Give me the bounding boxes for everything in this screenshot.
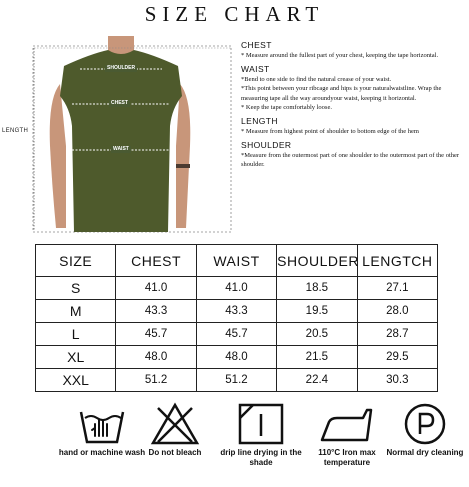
no-bleach-icon	[150, 402, 200, 446]
table-cell: 19.5	[277, 300, 357, 323]
table-cell: L	[36, 323, 116, 346]
waist-text-2: *This point between your ribcage and hips is your naturalwaistline. Wrap the measuring tape all the way aroundyour waist, keeping it horizontal.	[241, 85, 442, 102]
drip-dry-shade-icon	[236, 402, 286, 446]
size-table	[35, 244, 438, 392]
tank-shirt	[60, 50, 182, 232]
dry-clean-icon	[400, 402, 450, 446]
header-size: SIZE	[36, 245, 116, 277]
shoulder-heading: SHOULDER	[241, 139, 292, 150]
table-cell: 18.5	[277, 277, 357, 300]
care-iron	[302, 402, 392, 468]
table-row	[36, 300, 438, 323]
table-cell: 28.0	[357, 300, 437, 323]
care-dry-clean	[380, 402, 469, 458]
waist-label: WAIST	[113, 146, 129, 152]
waist-description	[241, 64, 466, 113]
measurement-descriptions	[241, 40, 466, 173]
length-heading: LENGTH	[241, 115, 278, 126]
header-length: LENGTCH	[357, 245, 437, 277]
chest-heading: CHEST	[241, 40, 272, 50]
table-cell: 43.3	[116, 300, 196, 323]
table-cell: 41.0	[196, 277, 276, 300]
care-label: hand or machine wash	[58, 448, 146, 457]
length-text: * Measure from highest point of shoulder to bottom edge of the hem	[241, 127, 419, 135]
table-cell: 27.1	[357, 277, 437, 300]
care-drip-dry	[216, 402, 306, 468]
care-label: 110°C Iron max temperature	[318, 448, 376, 467]
header-waist: WAIST	[196, 245, 276, 277]
table-cell: 29.5	[357, 346, 437, 369]
table-cell: 28.7	[357, 323, 437, 346]
model-figure	[0, 36, 240, 242]
hand-wash-icon	[77, 402, 127, 446]
table-cell: 48.0	[116, 346, 196, 369]
table-cell: 51.2	[196, 369, 276, 392]
table-cell: 20.5	[277, 323, 357, 346]
table-cell: XL	[36, 346, 116, 369]
table-cell: 30.3	[357, 369, 437, 392]
header-shoulder: SHOULDER	[277, 245, 357, 277]
chest-text: * Measure around the fullest part of your chest, keeping the tape horizontal.	[241, 52, 439, 59]
table-cell: 21.5	[277, 346, 357, 369]
table-cell: 45.7	[116, 323, 196, 346]
table-row	[36, 323, 438, 346]
length-description	[241, 116, 466, 137]
chest-label: CHEST	[111, 100, 128, 106]
table-cell: S	[36, 277, 116, 300]
care-label: Normal dry cleaning	[386, 448, 464, 457]
chest-description	[241, 40, 466, 61]
length-label: LENGTH	[2, 128, 29, 134]
table-cell: 22.4	[277, 369, 357, 392]
table-cell: M	[36, 300, 116, 323]
table-header-row	[36, 245, 438, 277]
table-row	[36, 277, 438, 300]
table-cell: 45.7	[196, 323, 276, 346]
table-cell: 48.0	[196, 346, 276, 369]
page-title: SIZE CHART	[144, 2, 325, 26]
waist-text-1: *Bend to one side to find the natural crease of your waist.	[241, 75, 392, 83]
care-label: drip line drying in the shade	[220, 448, 302, 467]
table-cell: 51.2	[116, 369, 196, 392]
table-cell: XXL	[36, 369, 116, 392]
shoulder-label: SHOULDER	[107, 65, 136, 71]
table-cell: 41.0	[116, 277, 196, 300]
table-row	[36, 346, 438, 369]
iron-110-icon	[319, 402, 375, 446]
shoulder-description	[241, 140, 466, 170]
care-label: Do not bleach	[148, 448, 202, 457]
care-no-bleach	[130, 402, 220, 458]
table-row	[36, 369, 438, 392]
shoulder-text: *Measure from the outermost part of one shoulder to the outermost part of the other shoulder.	[241, 151, 460, 169]
table-cell: 43.3	[196, 300, 276, 323]
header-chest: CHEST	[116, 245, 196, 277]
waist-heading: WAIST	[241, 63, 270, 74]
waist-text-3: * Keep the tape comfortably loose.	[241, 104, 332, 112]
